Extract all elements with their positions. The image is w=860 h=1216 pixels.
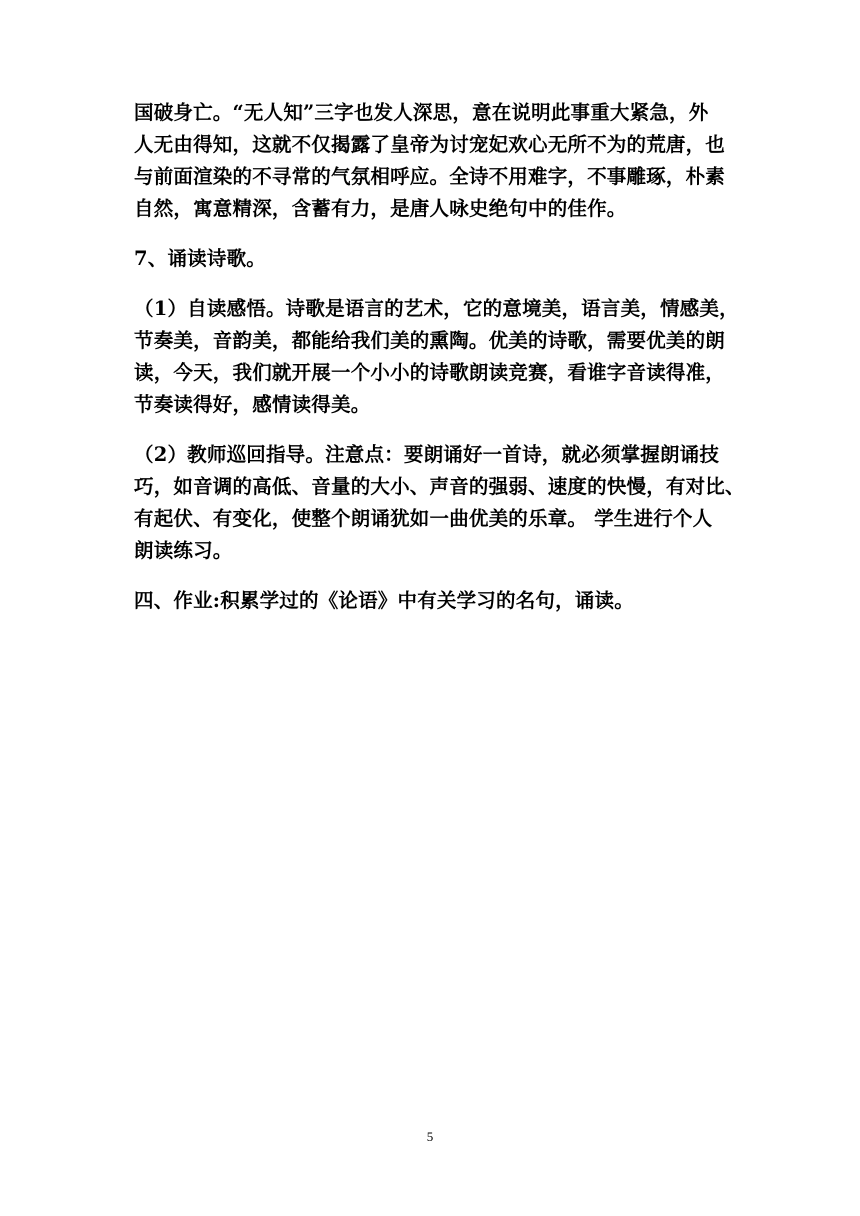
text-line: 四、作业:积累学过的《论语》中有关学习的名句，诵读。	[134, 589, 634, 612]
text-line: 自然，寓意精深，含蓄有力，是唐人咏史绝句中的佳作。	[134, 197, 627, 220]
text-line: （1）自读感悟。诗歌是语言的艺术，它的意境美，语言美，情感美，	[134, 297, 739, 320]
text-line: 7、诵读诗歌。	[134, 247, 266, 270]
paragraph-spacer	[134, 225, 730, 243]
paragraph-homework	[134, 585, 730, 617]
text-line: 朗读练习。	[134, 539, 233, 562]
paragraph-teacher-guidance	[134, 439, 745, 567]
page-number: 5	[426, 1129, 434, 1144]
paragraph-self-reading	[134, 293, 739, 421]
text-line: 国破身亡。“无人知”三字也发人深思，意在说明此事重大紧急，外	[134, 101, 709, 124]
text-line: 节奏读得好，感情读得美。	[134, 393, 371, 416]
text-line: 节奏美，音韵美，都能给我们美的熏陶。优美的诗歌，需要优美的朗	[134, 329, 726, 352]
text-line: 有起伏、有变化，使整个朗诵犹如一曲优美的乐章。 学生进行个人	[134, 507, 713, 530]
text-line: 人无由得知，这就不仅揭露了皇帝为讨宠妃欢心无所不为的荒唐，也	[134, 133, 726, 156]
paragraph-spacer	[134, 275, 730, 293]
section-heading-recite	[134, 243, 730, 275]
paragraph-spacer	[134, 567, 730, 585]
text-line: 与前面渲染的不寻常的气氛相呼应。全诗不用难字，不事雕琢，朴素	[134, 165, 726, 188]
text-line: 巧，如音调的高低、音量的大小、声音的强弱、速度的快慢，有对比、	[134, 475, 745, 498]
text-line: 读，今天，我们就开展一个小小的诗歌朗读竞赛，看谁字音读得准，	[134, 361, 726, 384]
document-body	[134, 97, 745, 617]
text-line: （2）教师巡回指导。注意点：要朗诵好一首诗，就必须掌握朗诵技	[134, 443, 720, 466]
paragraph-poem-analysis	[134, 97, 730, 225]
paragraph-spacer	[134, 421, 730, 439]
